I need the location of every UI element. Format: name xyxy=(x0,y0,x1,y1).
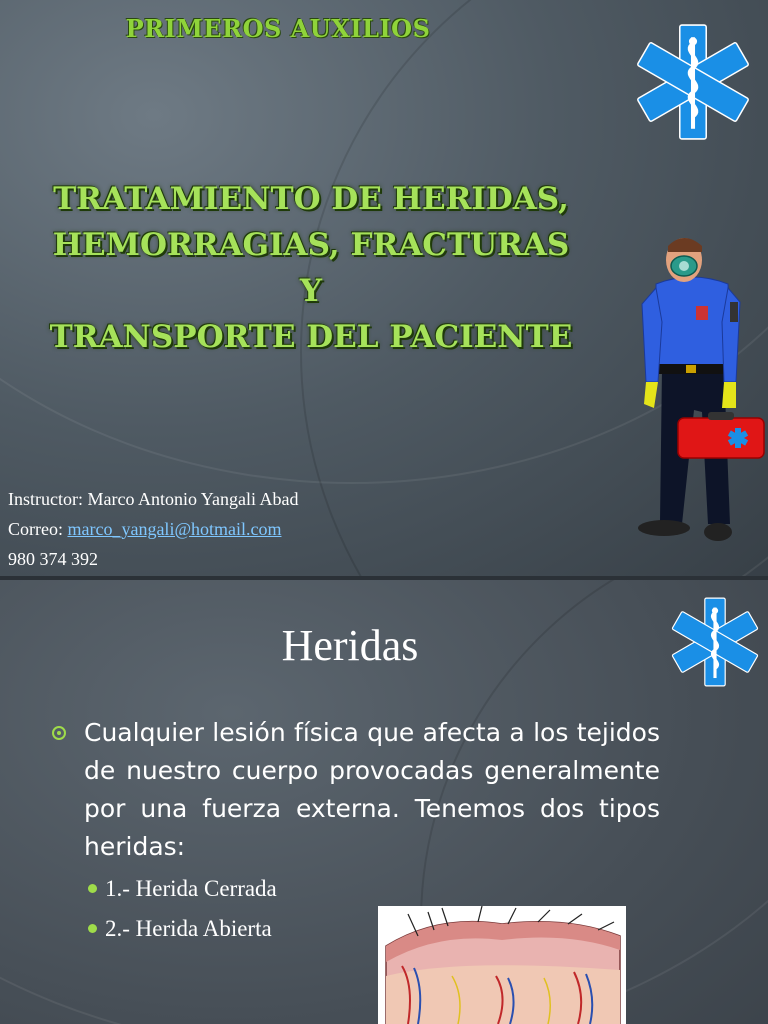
email-link[interactable]: marco_yangali@hotmail.com xyxy=(67,519,282,539)
bullet-dot-icon xyxy=(88,884,97,893)
bullet-ring-icon xyxy=(52,726,66,740)
phone-line: 980 374 392 xyxy=(8,549,98,569)
title-line-3: Y xyxy=(299,273,323,309)
instructor-line: Instructor: Marco Antonio Yangali Abad xyxy=(8,489,299,509)
title-line-4: TRANSPORTE DEL PACIENTE xyxy=(49,319,573,355)
star-of-life-icon xyxy=(632,20,754,144)
slide-heading: Heridas xyxy=(281,621,419,670)
sub-item-closed-wound xyxy=(88,876,277,902)
title-line-2: HEMORRAGIAS, FRACTURAS xyxy=(52,227,570,263)
sub-item-label: 1.- Herida Cerrada xyxy=(105,876,277,901)
bullet-dot-icon xyxy=(88,924,97,933)
email-line xyxy=(8,514,298,544)
instructor-info xyxy=(8,484,298,574)
paramedic-illustration xyxy=(632,232,766,552)
sub-item-open-wound xyxy=(88,916,272,942)
course-kicker: PRIMEROS AUXILIOS xyxy=(125,14,431,43)
title-line-1: TRATAMIENTO DE HERIDAS, xyxy=(53,181,569,217)
slide-title xyxy=(16,176,606,360)
skin-cross-section-image xyxy=(378,906,626,1024)
definition-bullet: Cualquier lesión física que afecta a los tejidos de nuestro cuerpo provocadas generalmente por una fuerza externa. Tenemos dos tipos heridas: xyxy=(84,718,660,861)
sub-item-label: 2.- Herida Abierta xyxy=(105,916,272,941)
email-label: Correo: xyxy=(8,519,68,539)
